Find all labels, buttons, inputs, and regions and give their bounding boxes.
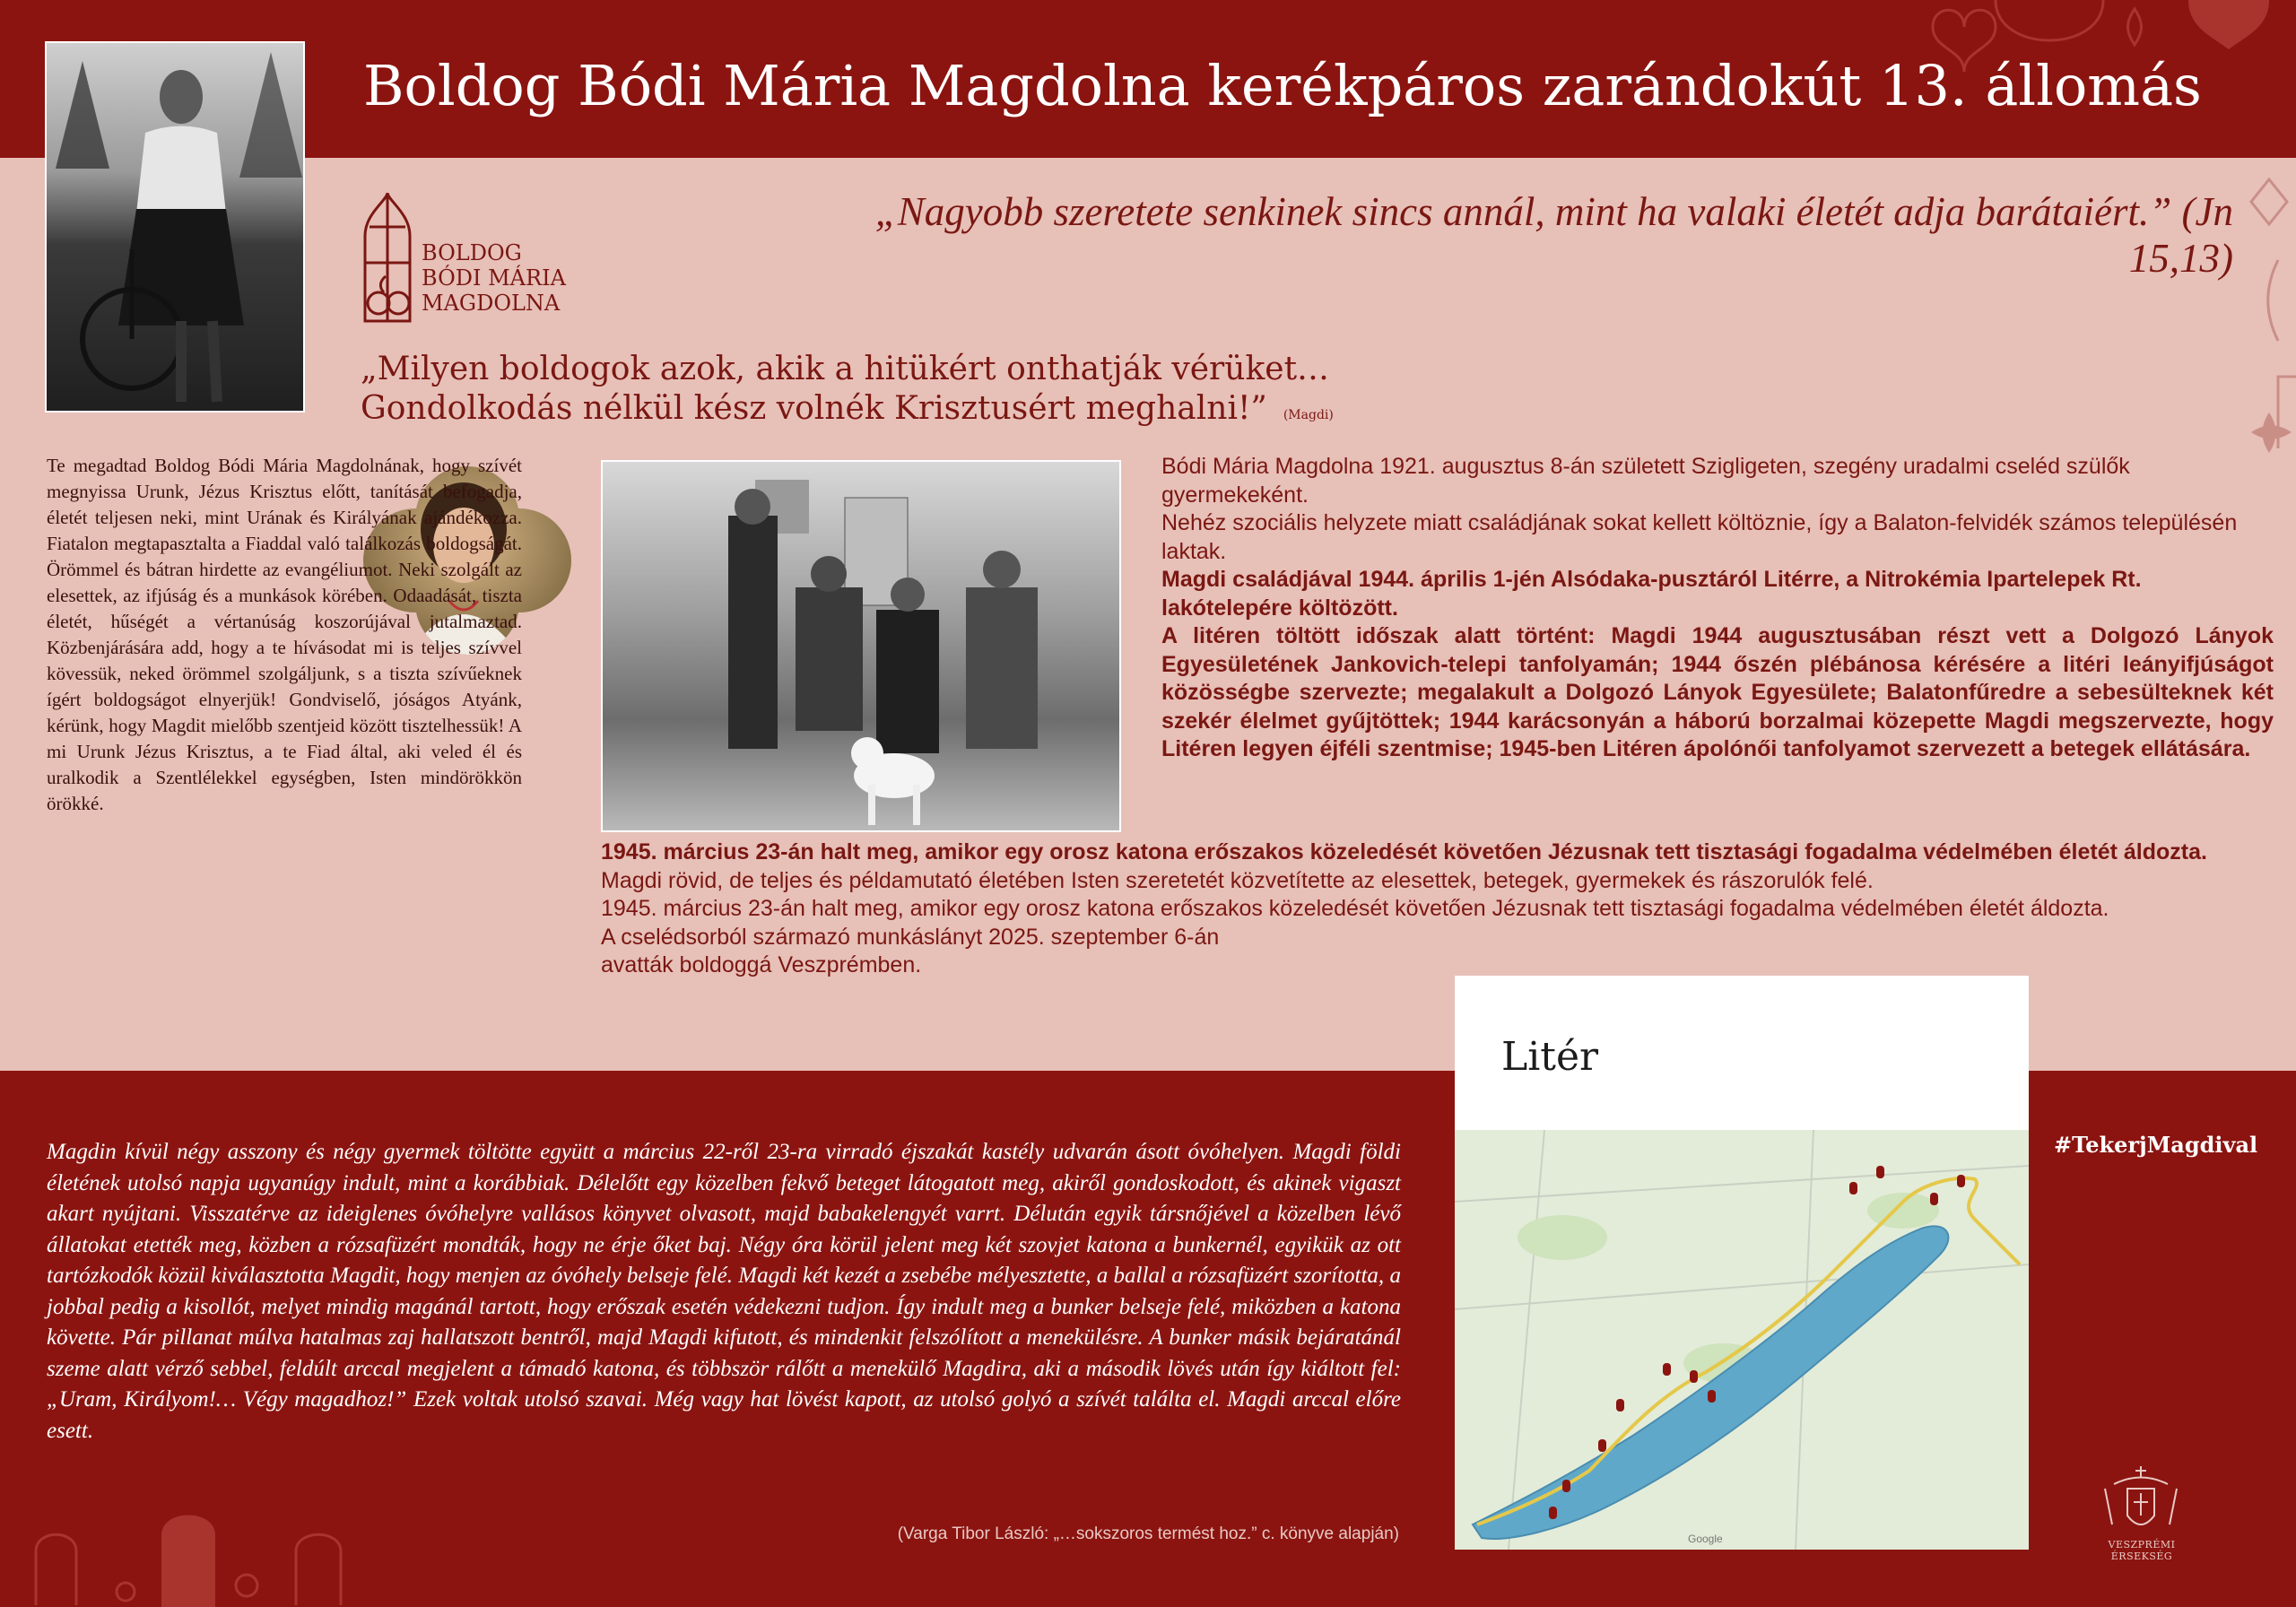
photo-family <box>601 460 1121 832</box>
scripture-quote: „Nagyobb szeretete senkinek sincs annál, mint ha valaki életét adja barátaiért.” (Jn 15,13) <box>874 189 2233 281</box>
page-title: Boldog Bódi Mária Magdolna kerékpáros zarándokút 13. állomás <box>363 53 2202 118</box>
bio-paragraph-3: Magdi családjával 1944. április 1-jén Alsódaka-pusztáról Litérre, a Nitrokémia Ipartelepek Rt. lakótelepére költözött. <box>1161 567 2142 621</box>
church-window-logo-icon <box>361 191 414 326</box>
bio-paragraph-5: 1945. március 23-án halt meg, amikor egy orosz katona erőszakos közeledését követően Jézusnak tett tisztasági fogadalma védelmében életét áldozta. Magdi rövid, de teljes és példamutató életében Isten szeretetét közvetítette az elesettek, betegek, gyermekek és rászorulók felé. <box>601 839 2207 893</box>
bio-paragraph-6: 1945. március 23-án halt meg, amikor egy orosz katona erőszakos közeledését követően Jézusnak tett tisztasági fogadalma védelmében életét áldozta. <box>601 896 2109 921</box>
magdi-quote <box>361 350 1437 435</box>
biography-top <box>1161 453 2274 764</box>
biography-bottom <box>601 838 2278 980</box>
archdiocese-crest-icon <box>2092 1462 2190 1542</box>
prayer-text: Te megadtad Boldog Bódi Mária Magdolnának, hogy szívét megnyissa Urunk, Jézus Krisztus előtt, tanítását befogadja, életét teljesen neki, mint Urának és Királyának ajándékozza. Fiatalon megtapasztalta a Fiaddal való találkozás boldogságát. Örömmel és bátran hirdette az evangéliumot. Neki szolgált az elesettek, az ifjúság és a munkások körében. Odaadását, tiszta életét, hűségét a vértanúság koszorújával jutalmaztad. Közbenjárására add, hogy a te hívásodat mi is teljes szívvel kövessük, neked örömmel szolgáljunk, s a tiszta szívűeknek ígért boldogságot elnyerjük! Gondviselő, jóságos Atyánk, kérünk, hogy Magdit mielőbb szentjeid között tisztelhessük! A mi Urunk Jézus Krisztus, a te Fiad által, aki veled él és uralkodik a Szentlélekkel egységben, Isten mindörökkön örökké. <box>47 455 522 814</box>
route-map-card <box>1455 976 2029 1550</box>
photo-magdi-with-bicycle <box>45 41 305 413</box>
magdi-quote-line-2: Gondolkodás nélkül kész volnék Krisztusért meghalni!” <box>361 390 1267 427</box>
bio-paragraph-1: Bódi Mária Magdolna 1921. augusztus 8-án született Szigligeten, szegény uradalmi cseléd szülők gyermekeként. <box>1161 454 2130 508</box>
story-source: (Varga Tibor László: „…sokszoros termést hoz.” c. könyve alapján) <box>897 1524 1399 1543</box>
logo-line-3: MAGDOLNA <box>422 291 561 316</box>
bio-paragraph-2: Nehéz szociális helyzete miatt családjának sokat kellett költöznie, így a Balaton-felvidék számos településén laktak. <box>1161 510 2238 564</box>
bio-paragraph-4: A litéren töltött időszak alatt történt: Magdi 1944 augusztusában részt vett a Dolgozó Lányok Egyesületének Jankovich-telepi tanfolyamán; 1944 őszén plébánosa kérésére a litéri leányifjúságot közösségbe szervezte; megalakult a Dolgozó Lányok Egyesülete; Balatonfűredre a sebesülteknek két szekér élelmet gyűjtöttek; 1944 karácsonyán a háború borzalmai közepette Magdi megszervezte, hogy Litéren legyen éjféli szentmise; 1945-ben Litéren ápolónői tanfolyamot szervezett a betegek ellátására. <box>1161 623 2274 761</box>
map-title: Litér <box>1501 1034 1599 1080</box>
logo <box>361 191 594 326</box>
story-text: Magdin kívül négy asszony és négy gyermek töltötte együtt a március 22-ről 23-ra virradó éjszakát kastély udvarán ásott óvóhelyen. Magdi földi életének utolsó napja ugyanúgy indult, mint a korábbiak. Délelőtt egy közelben fekvő beteget látogatott meg, akiről gondoskodott, és akinek vigaszt akart nyújtani. Visszatérve az ideiglenes óvóhelyre vallásos könyvet olvasott, majd babakelengyét varrt. Délután egyik társnőjével a közelben lévő állatokat etették meg, közben a rózsafüzért mondták, hogy ne érje őket baj. Négy óra körül jelent meg két szovjet katona a bunkernél, egyikük az ott tartózkodók közül kiválasztotta Magdit, hogy menjen az óvóhely belseje felé. Magdi két kezét a zsebébe mélyesztette, a ballal a rózsafüzért szorította, a jobbal pedig a kisollót, melyet mindig magánál tartott, hogy erőszak esetén védekezni tudjon. Így indult meg a bunker belseje felé, miközben a katona követte. Pár pillanat múlva hatalmas zaj hallatszott bentről, majd Magdi kifutott, és mindenkit felszólított a menekülésre. A bunker másik bejáratánál szeme alatt vérző sebbel, feldúlt arccal megjelent a támadó katona, és többször rálőtt a menekülő Magdira, aki a második lövés után így kiáltott fel: „Uram, Királyom!… Végy magadhoz!” Ezek voltak utolsó szavai. Még vagy hat lövést kapott, az utolsó golyó a szívét találta el. Magdi arccal előre esett. <box>47 1140 1401 1443</box>
magdi-quote-line-1: „Milyen boldogok azok, akik a hitükért onthatják vérüket… <box>361 351 1330 387</box>
logo-line-2: BÓDI MÁRIA <box>422 265 566 291</box>
map-attribution: Google <box>1688 1533 1723 1545</box>
route-map <box>1455 1130 2029 1550</box>
logo-line-1: BOLDOG <box>422 240 522 265</box>
magdi-quote-attribution: (Magdi) <box>1283 408 1334 422</box>
bottom-left-ornaments <box>27 1489 413 1607</box>
crest-label: VESZPRÉMI ÉRSEKSÉG <box>2108 1539 2176 1562</box>
hashtag: #TekerjMagdival <box>2054 1132 2258 1158</box>
bio-paragraph-7: A cselédsorból származó munkáslányt 2025. szeptember 6-án avatták boldoggá Veszprémben. <box>601 924 1220 977</box>
